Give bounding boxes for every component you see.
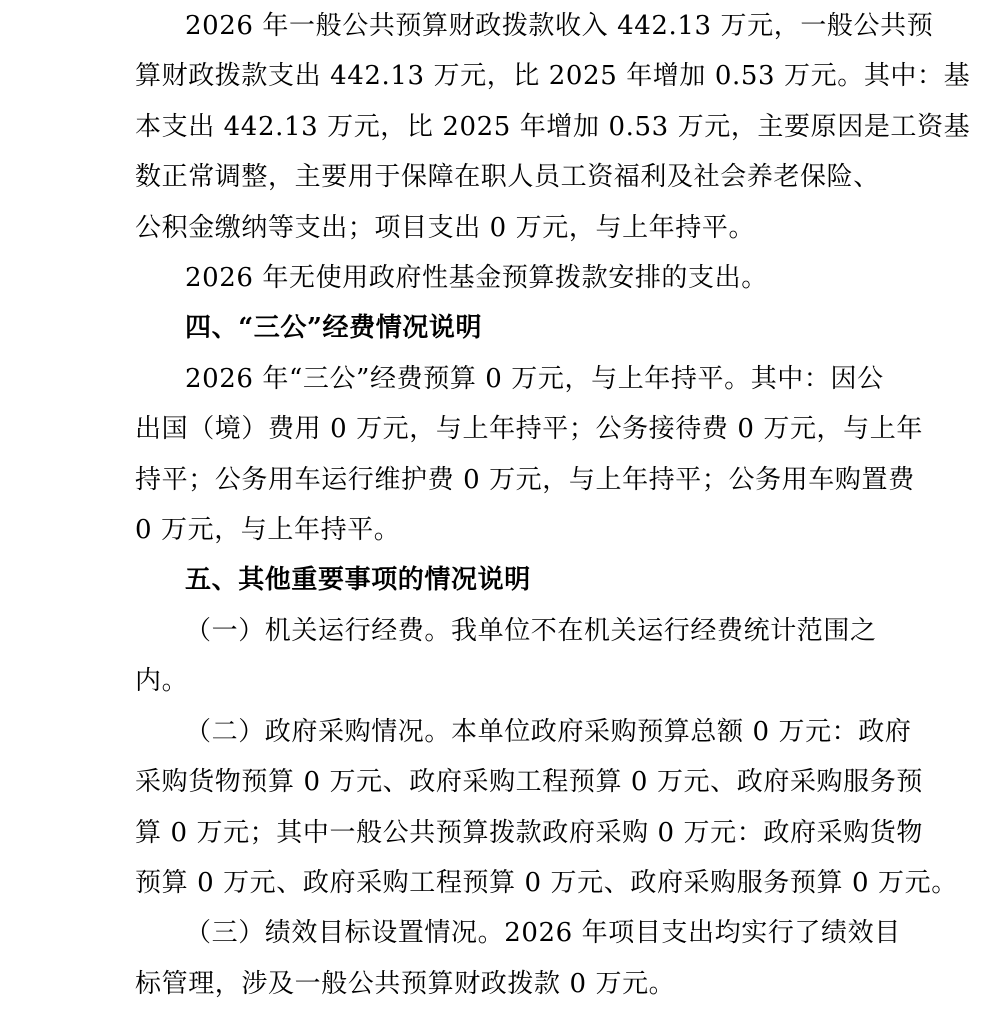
paragraph-line: 0 万元，与上年持平。 [135, 515, 401, 545]
paragraph-line: （二）政府采购情况。本单位政府采购预算总额 0 万元：政府 [185, 717, 912, 747]
paragraph-line: 本支出 442.13 万元，比 2025 年增加 0.53 万元，主要原因是工资基 [135, 112, 971, 142]
paragraph-line: （一）机关运行经费。我单位不在机关运行经费统计范围之 [185, 616, 877, 646]
paragraph-line: 2026 年“三公”经费预算 0 万元，与上年持平。其中：因公 [185, 364, 884, 394]
paragraph-line: 出国（境）费用 0 万元，与上年持平；公务接待费 0 万元，与上年 [135, 414, 923, 444]
paragraph-line: 持平；公务用车运行维护费 0 万元，与上年持平；公务用车购置费 [135, 465, 915, 495]
paragraph-line: 标管理，涉及一般公共预算财政拨款 0 万元。 [135, 969, 676, 999]
paragraph-line: 2026 年一般公共预算财政拨款收入 442.13 万元，一般公共预 [185, 11, 934, 41]
paragraph-line: 数正常调整，主要用于保障在职人员工资福利及社会养老保险、 [135, 162, 880, 192]
paragraph-line: 内。 [135, 666, 189, 696]
paragraph-line: 采购货物预算 0 万元、政府采购工程预算 0 万元、政府采购服务预 [135, 767, 923, 797]
section-heading: 五、其他重要事项的情况说明 [185, 565, 531, 595]
paragraph-line: 算财政拨款支出 442.13 万元，比 2025 年增加 0.53 万元。其中：基 [135, 61, 971, 91]
paragraph-line: 算 0 万元；其中一般公共预算拨款政府采购 0 万元：政府采购货物 [135, 818, 923, 848]
paragraph-line: 2026 年无使用政府性基金预算拨款安排的支出。 [185, 263, 768, 293]
paragraph-line: 公积金缴纳等支出；项目支出 0 万元，与上年持平。 [135, 213, 756, 243]
paragraph-line: （三）绩效目标设置情况。2026 年项目支出均实行了绩效目 [185, 918, 901, 948]
paragraph-line: 预算 0 万元、政府采购工程预算 0 万元、政府采购服务预算 0 万元。 [135, 868, 958, 898]
section-heading: 四、“三公”经费情况说明 [185, 313, 483, 343]
